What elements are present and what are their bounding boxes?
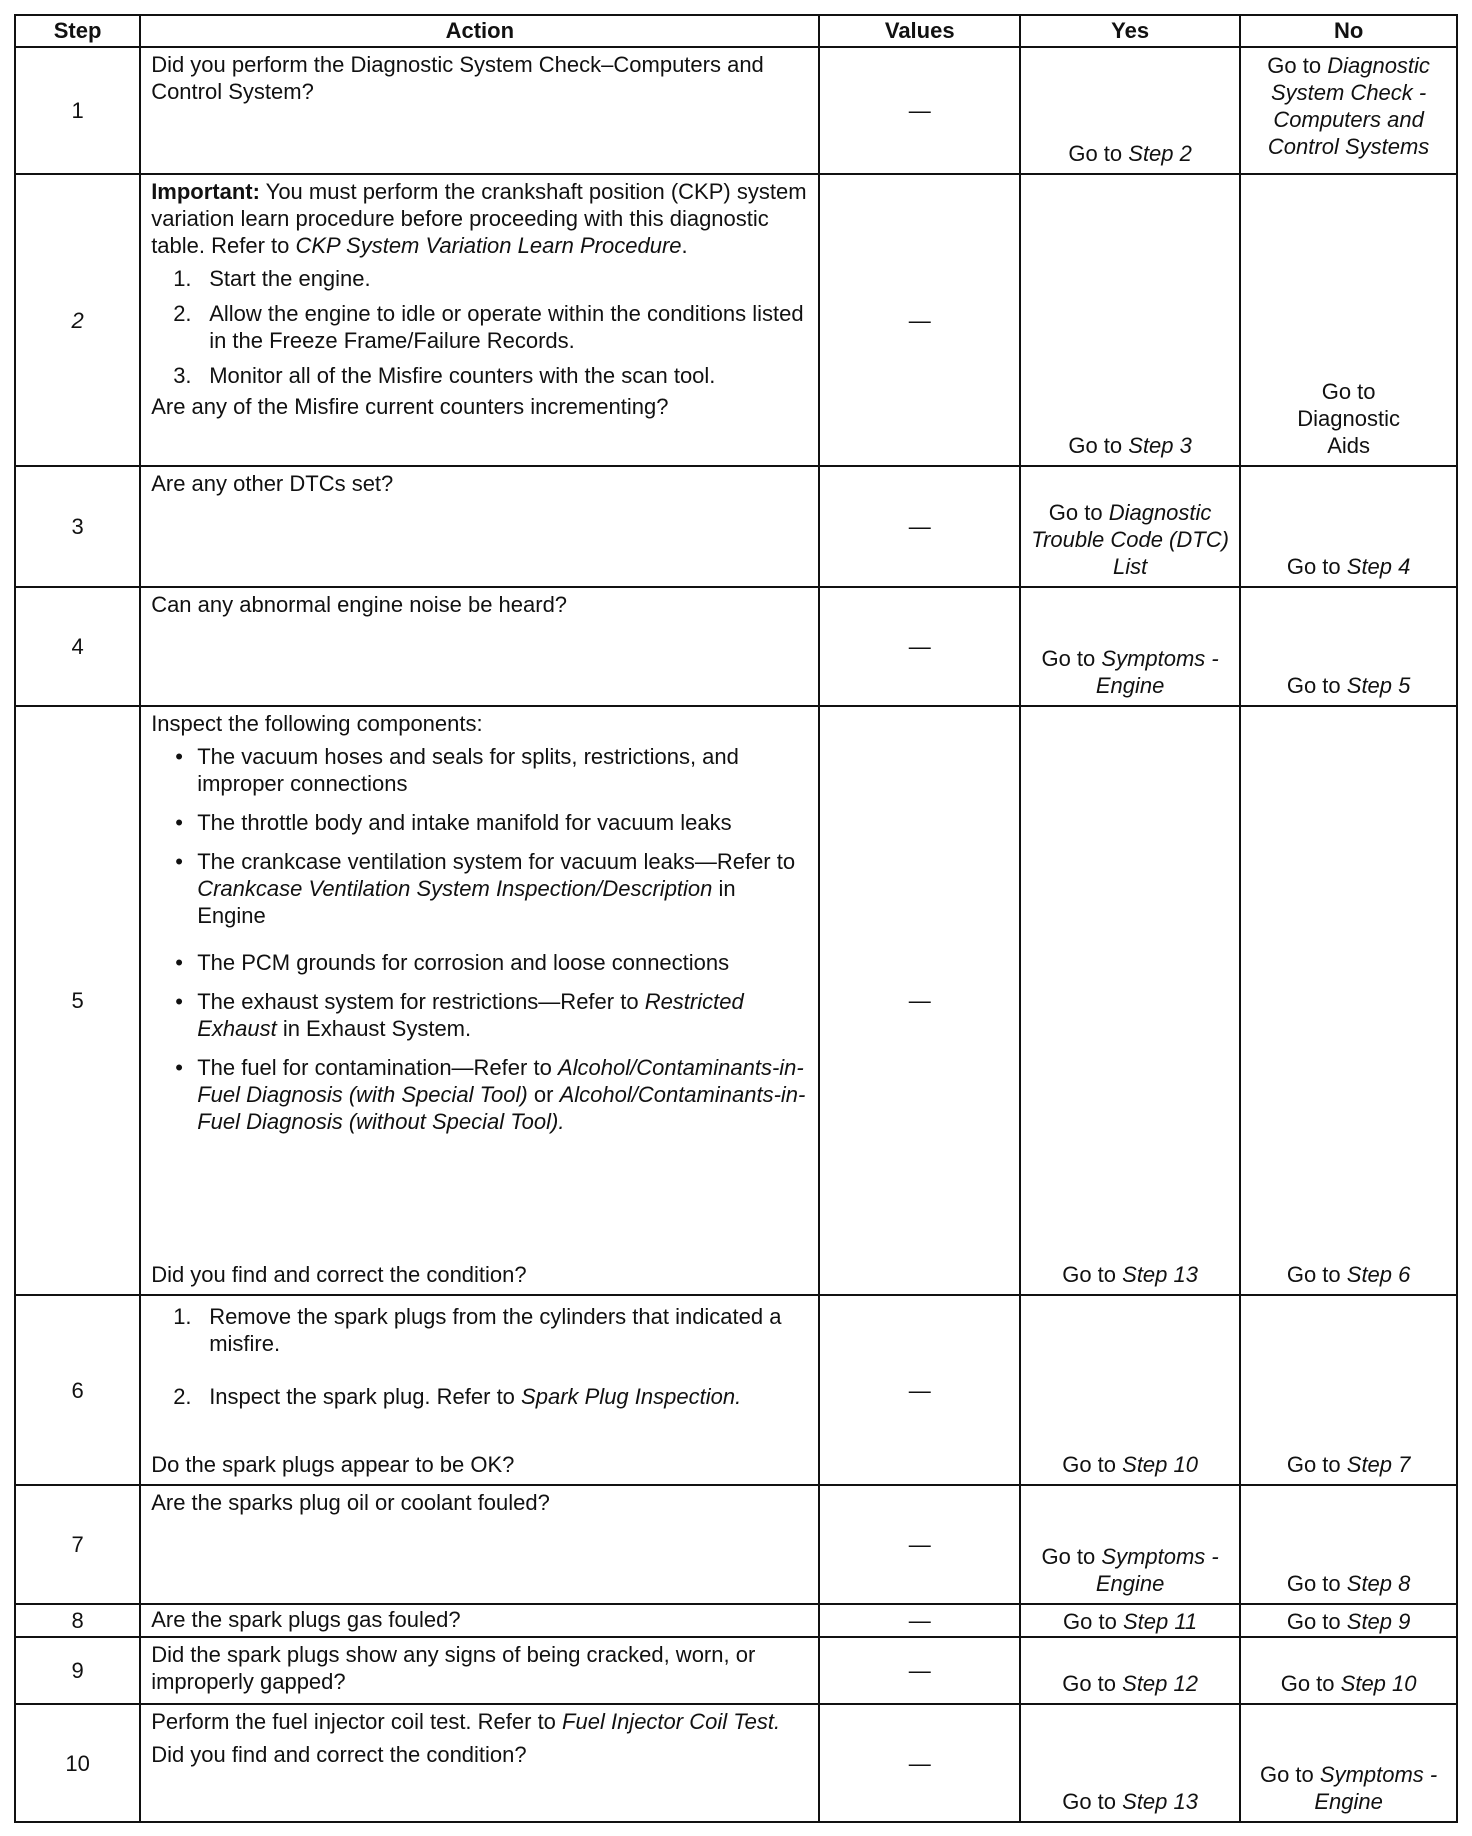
- header-no: No: [1240, 15, 1457, 47]
- table-row: [15, 466, 1457, 587]
- step-number: 4: [15, 587, 140, 706]
- action-question: Did you perform the Diagnostic System Check–Computers and Control System?: [151, 52, 764, 104]
- yes-link[interactable]: Diagnostic Trouble Code (DTC) List: [1031, 500, 1229, 579]
- important-label: Important:: [151, 179, 260, 204]
- yes-prefix: Go to: [1062, 1671, 1117, 1696]
- action-cell: [140, 1637, 819, 1704]
- no-cell: [1240, 706, 1457, 1295]
- action-question: Are any of the Misfire current counters incrementing?: [151, 394, 669, 419]
- step-number: 1: [15, 47, 140, 174]
- no-prefix: Go to: [1286, 1609, 1341, 1634]
- yes-cell: [1020, 1485, 1240, 1604]
- substep-text: Remove the spark plugs from the cylinders that indicated a misfire.: [209, 1304, 782, 1356]
- fuel-diagnosis-without-tool-link[interactable]: Alcohol/Contaminants-in-Fuel Diagnosis (without Special Tool).: [197, 1082, 806, 1134]
- spark-plug-inspection-link[interactable]: Spark Plug Inspection.: [521, 1384, 742, 1409]
- substep-text: Start the engine.: [209, 266, 371, 291]
- action-cell: [140, 587, 819, 706]
- step-number: 5: [15, 706, 140, 1295]
- no-cell: [1240, 466, 1457, 587]
- action-cell: [140, 174, 819, 466]
- bullet-text: The fuel for contamination—Refer to: [197, 1055, 552, 1080]
- action-question: Did the spark plugs show any signs of being cracked, worn, or improperly gapped?: [151, 1642, 756, 1694]
- table-row: [15, 1604, 1457, 1637]
- instruction-text: Perform the fuel injector coil test. Refer to: [151, 1709, 556, 1734]
- action-question: Are the spark plugs gas fouled?: [151, 1607, 461, 1632]
- list-item: [151, 265, 808, 292]
- table-row: [15, 1295, 1457, 1485]
- header-row: [15, 15, 1457, 47]
- yes-prefix: Go to: [1063, 1609, 1117, 1634]
- no-cell: [1240, 1295, 1457, 1485]
- yes-cell: [1020, 47, 1240, 174]
- yes-prefix: Go to: [1048, 500, 1103, 525]
- important-note: Important: You must perform the crankshaft position (CKP) system variation learn procedure before proceeding with this diagnostic table. Refer to CKP System Variation Learn Procedure.: [151, 179, 807, 258]
- table-row: [15, 587, 1457, 706]
- crankcase-ventilation-link[interactable]: Crankcase Ventilation System Inspection/Description: [197, 876, 713, 901]
- bullet-text: or: [533, 1082, 554, 1107]
- substep-number: 1.: [173, 266, 192, 291]
- substep-list: [151, 1303, 808, 1410]
- no-cell: [1240, 1604, 1457, 1637]
- substep-text: Allow the engine to idle or operate within the conditions listed in the Freeze Frame/Failure Records.: [209, 301, 804, 353]
- no-link[interactable]: Step 7: [1346, 1452, 1411, 1477]
- yes-cell: [1020, 1295, 1240, 1485]
- list-item: [151, 1303, 808, 1357]
- yes-link[interactable]: Step 2: [1128, 141, 1192, 166]
- action-cell: [140, 1485, 819, 1604]
- bullet-text: The crankcase ventilation system for vacuum leaks—Refer to: [197, 849, 796, 874]
- table-row: [15, 174, 1457, 466]
- important-link[interactable]: CKP System Variation Learn Procedure: [295, 233, 682, 258]
- no-link[interactable]: Step 5: [1346, 673, 1411, 698]
- values-cell: —: [819, 1295, 1020, 1485]
- bullet-text: in Exhaust System.: [282, 1016, 472, 1041]
- no-link[interactable]: Step 4: [1346, 554, 1411, 579]
- no-cell: [1240, 587, 1457, 706]
- no-prefix: Go to: [1286, 673, 1341, 698]
- yes-cell: [1020, 1637, 1240, 1704]
- values-cell: —: [819, 1637, 1020, 1704]
- list-item: [151, 848, 808, 929]
- yes-cell: [1020, 587, 1240, 706]
- header-values: Values: [819, 15, 1020, 47]
- no-link[interactable]: Diagnostic System Check - Computers and Control Systems: [1267, 53, 1430, 159]
- restricted-exhaust-link[interactable]: Restricted Exhaust: [197, 989, 744, 1041]
- no-link[interactable]: Step 8: [1346, 1571, 1411, 1596]
- no-cell: [1240, 1637, 1457, 1704]
- step-number-text: 2: [71, 307, 84, 333]
- values-cell: —: [819, 1485, 1020, 1604]
- values-cell: —: [819, 466, 1020, 587]
- table-row: [15, 706, 1457, 1295]
- no-link[interactable]: Step 9: [1346, 1609, 1411, 1634]
- list-item: [151, 362, 808, 389]
- action-cell: [140, 1704, 819, 1822]
- component-list: [151, 743, 808, 1135]
- fuel-diagnosis-with-tool-link[interactable]: Alcohol/Contaminants-in-Fuel Diagnosis (with Special Tool): [197, 1055, 804, 1107]
- action-question: Did you find and correct the condition?: [151, 1262, 527, 1287]
- yes-prefix: Go to: [1068, 433, 1123, 458]
- inspect-intro: Inspect the following components:: [151, 711, 483, 736]
- substep-text: Inspect the spark plug. Refer to: [209, 1384, 515, 1409]
- no-prefix: Go to: [1267, 53, 1322, 78]
- yes-cell: [1020, 1604, 1240, 1637]
- no-link[interactable]: Go to Diagnostic Aids: [1297, 379, 1400, 458]
- substep-list: [151, 265, 808, 389]
- no-link[interactable]: Symptoms - Engine: [1314, 1762, 1438, 1814]
- no-prefix: Go to: [1280, 1671, 1335, 1696]
- list-item: • The PCM grounds for corrosion and loose connections: [151, 949, 808, 976]
- yes-prefix: Go to: [1068, 141, 1123, 166]
- step-number: 7: [15, 1485, 140, 1604]
- values-cell: —: [819, 174, 1020, 466]
- header-yes: Yes: [1020, 15, 1240, 47]
- no-prefix: Go to: [1259, 1762, 1314, 1787]
- table-row: [15, 1637, 1457, 1704]
- list-item: [151, 1383, 808, 1410]
- substep-number: 3.: [173, 363, 192, 388]
- values-cell: —: [819, 47, 1020, 174]
- no-prefix: Go to: [1286, 1571, 1341, 1596]
- list-item: [151, 1054, 808, 1135]
- step-number: 9: [15, 1637, 140, 1704]
- yes-cell: [1020, 466, 1240, 587]
- no-link[interactable]: Step 10: [1340, 1671, 1417, 1696]
- yes-prefix: Go to: [1062, 1452, 1117, 1477]
- substep-number: 1.: [173, 1304, 192, 1329]
- action-cell: [140, 1604, 819, 1637]
- yes-cell: [1020, 706, 1240, 1295]
- action-cell: [140, 1295, 819, 1485]
- no-cell: [1240, 1485, 1457, 1604]
- values-cell: —: [819, 1604, 1020, 1637]
- list-item: • The vacuum hoses and seals for splits, restrictions, and improper connections: [151, 743, 808, 797]
- step-number: 10: [15, 1704, 140, 1822]
- header-step: Step: [15, 15, 140, 47]
- step-number: [15, 174, 140, 466]
- values-cell: —: [819, 1704, 1020, 1822]
- yes-cell: [1020, 174, 1240, 466]
- step-number: 3: [15, 466, 140, 587]
- action-question: Did you find and correct the condition?: [151, 1742, 527, 1767]
- table-row: [15, 1485, 1457, 1604]
- header-action: Action: [140, 15, 819, 47]
- table-row: [15, 1704, 1457, 1822]
- list-item: • The throttle body and intake manifold for vacuum leaks: [151, 809, 808, 836]
- no-cell: [1240, 47, 1457, 174]
- yes-link[interactable]: Step 10: [1122, 1452, 1198, 1477]
- action-question: Are any other DTCs set?: [151, 471, 394, 496]
- substep-number: 2.: [173, 301, 192, 326]
- step-number: 6: [15, 1295, 140, 1485]
- bullet-text: in Engine: [197, 876, 736, 928]
- substep-number: 2.: [173, 1384, 192, 1409]
- list-item: [151, 988, 808, 1042]
- step-number: 8: [15, 1604, 140, 1637]
- values-cell: —: [819, 587, 1020, 706]
- bullet-text: The exhaust system for restrictions—Refer to: [197, 989, 639, 1014]
- table-row: [15, 47, 1457, 174]
- list-item: [151, 300, 808, 354]
- no-prefix: Go to: [1286, 1452, 1341, 1477]
- action-instruction: [151, 1708, 808, 1735]
- yes-link[interactable]: Step 12: [1122, 1671, 1198, 1696]
- yes-link[interactable]: Symptoms - Engine: [1095, 646, 1219, 698]
- yes-prefix: Go to: [1041, 1544, 1096, 1569]
- yes-prefix: Go to: [1062, 1262, 1117, 1287]
- yes-prefix: Go to: [1041, 646, 1096, 671]
- important-text: You must perform the crankshaft position (CKP) system variation learn procedure before proceeding with this diagnostic table. Refer to: [151, 179, 807, 258]
- fuel-injector-coil-test-link[interactable]: Fuel Injector Coil Test.: [562, 1709, 781, 1734]
- yes-prefix: Go to: [1062, 1789, 1117, 1814]
- action-cell: [140, 706, 819, 1295]
- substep-text: Monitor all of the Misfire counters with the scan tool.: [209, 363, 716, 388]
- action-cell: [140, 466, 819, 587]
- action-question: Are the sparks plug oil or coolant fouled?: [151, 1490, 550, 1515]
- yes-link[interactable]: Symptoms - Engine: [1095, 1544, 1219, 1596]
- action-question: Do the spark plugs appear to be OK?: [151, 1452, 515, 1477]
- action-question: Can any abnormal engine noise be heard?: [151, 592, 568, 617]
- yes-cell: [1020, 1704, 1240, 1822]
- action-cell: [140, 47, 819, 174]
- no-cell: [1240, 1704, 1457, 1822]
- no-link[interactable]: Step 6: [1346, 1262, 1411, 1287]
- yes-link[interactable]: Step 3: [1128, 433, 1192, 458]
- no-prefix: Go to: [1286, 554, 1341, 579]
- yes-link[interactable]: Step 11: [1122, 1609, 1198, 1634]
- values-cell: —: [819, 706, 1020, 1295]
- diagnostic-table: [14, 14, 1458, 1823]
- yes-link[interactable]: Step 13: [1122, 1789, 1198, 1814]
- yes-link[interactable]: Step 13: [1122, 1262, 1198, 1287]
- no-prefix: Go to: [1286, 1262, 1341, 1287]
- no-cell: [1240, 174, 1457, 466]
